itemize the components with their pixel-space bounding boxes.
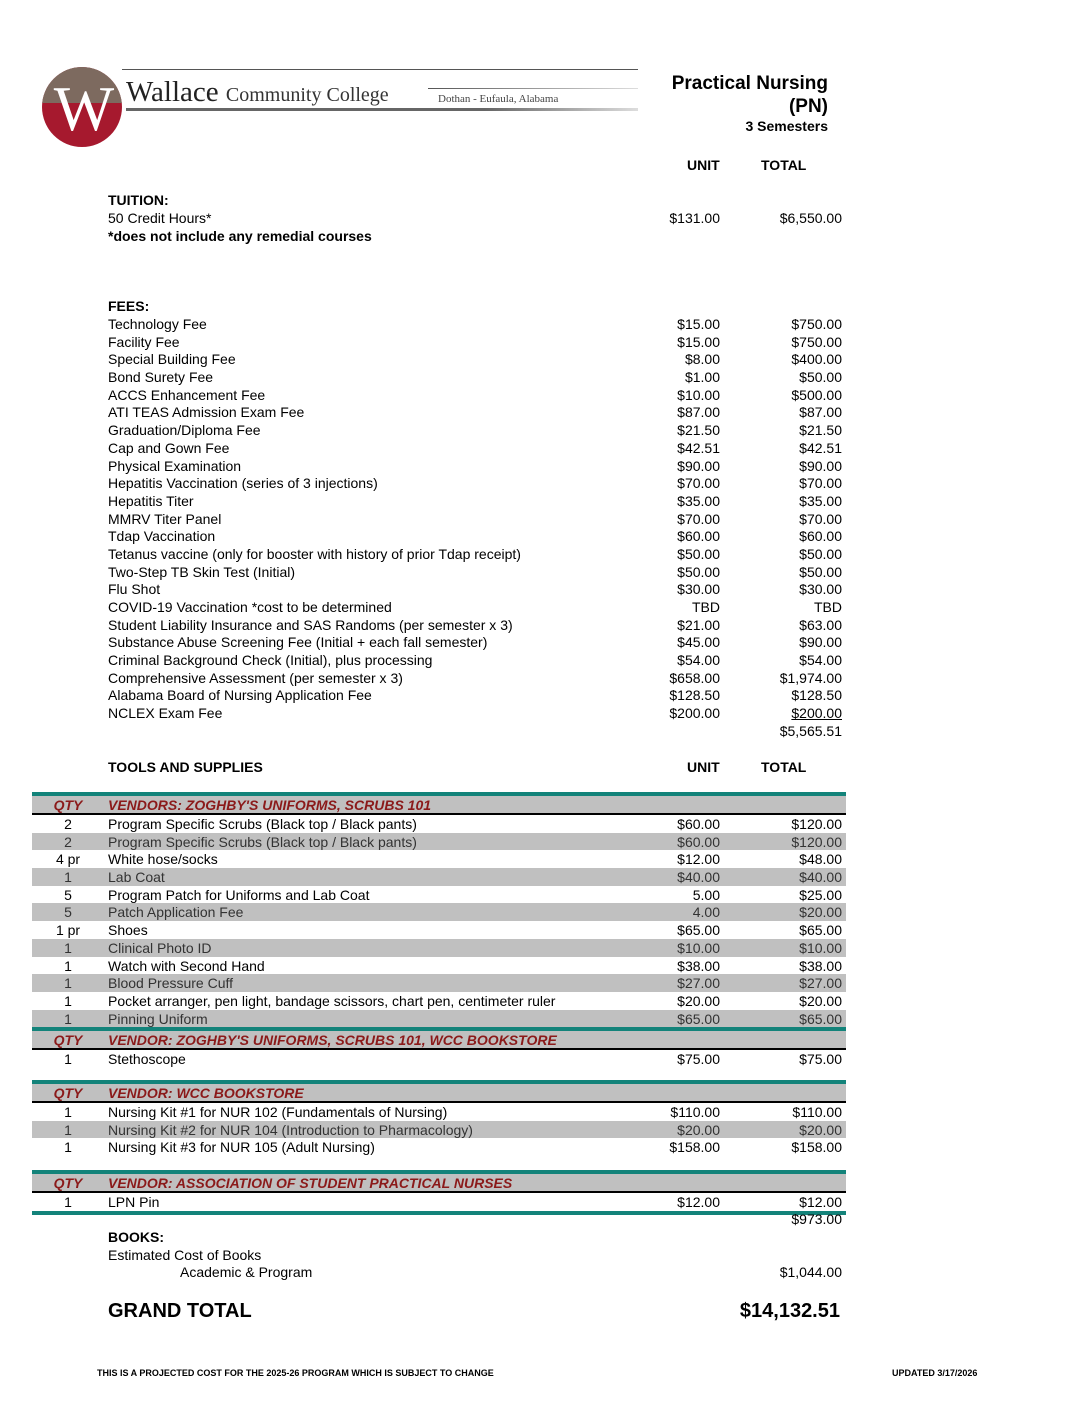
- table-row: [32, 957, 846, 975]
- college-name-suffix: Community College: [225, 84, 389, 106]
- table-row: [32, 1121, 846, 1139]
- item-label: Nursing Kit #1 for NUR 102 (Fundamentals of Nursing): [108, 1104, 448, 1120]
- item-label: Program Patch for Uniforms and Lab Coat: [108, 886, 370, 903]
- item-total: $38.00: [799, 957, 842, 974]
- fee-label: Student Liability Insurance and SAS Randoms (per semester x 3): [108, 616, 513, 633]
- fee-unit: $35.00: [677, 492, 720, 509]
- fee-unit: $42.51: [677, 439, 720, 456]
- fee-row: [0, 351, 1088, 369]
- item-unit: $75.00: [677, 1051, 720, 1068]
- fee-total: $54.00: [799, 652, 842, 669]
- table-row: [32, 886, 846, 904]
- fee-label: Comprehensive Assessment (per semester x 3): [108, 669, 403, 686]
- fee-total: $50.00: [799, 545, 842, 562]
- item-qty: 2: [64, 816, 72, 832]
- qty-label: QTY: [53, 1085, 83, 1101]
- fee-label: Cap and Gown Fee: [108, 439, 230, 456]
- books-label: Estimated Cost of Books: [108, 1247, 262, 1263]
- fee-total: $90.00: [799, 634, 842, 651]
- fee-total: TBD: [814, 599, 842, 615]
- item-total: $120.00: [791, 833, 842, 850]
- fee-row: [0, 634, 1088, 652]
- brand-divider: [126, 108, 638, 111]
- item-total: $158.00: [791, 1139, 842, 1156]
- fee-label: ACCS Enhancement Fee: [108, 386, 266, 403]
- fee-total: $128.50: [791, 687, 842, 704]
- program-title-line2: (PN): [788, 96, 828, 117]
- fee-label: Criminal Background Check (Initial), plus processing: [108, 652, 433, 669]
- item-total: $20.00: [799, 992, 842, 1009]
- vendor-header: [32, 1174, 846, 1193]
- item-unit: $65.00: [677, 1010, 720, 1027]
- teal-rule: [32, 1211, 846, 1215]
- item-label: Blood Pressure Cuff: [108, 975, 234, 992]
- qty-label: QTY: [53, 1175, 83, 1191]
- tuition-note: *does not include any remedial courses: [108, 228, 372, 244]
- table-row: [32, 1193, 846, 1211]
- item-total: $65.00: [799, 1010, 842, 1027]
- fee-unit: $30.00: [677, 581, 720, 598]
- fee-unit: $15.00: [677, 316, 720, 332]
- college-location: Dothan - Eufaula, Alabama: [438, 93, 559, 105]
- grand-total-label: GRAND TOTAL: [108, 1300, 252, 1322]
- fees-subtotal: $5,565.51: [779, 722, 842, 739]
- fee-row: [0, 316, 1088, 334]
- fee-label: Flu Shot: [108, 581, 161, 598]
- fee-row: [0, 581, 1088, 599]
- fee-row: [0, 387, 1088, 405]
- item-qty: 4 pr: [55, 851, 81, 868]
- fee-total: $21.50: [799, 422, 842, 439]
- fee-total: $70.00: [799, 475, 842, 492]
- fee-unit: $658.00: [669, 669, 720, 686]
- college-name: [126, 76, 389, 109]
- fee-total: $50.00: [799, 563, 842, 580]
- column-header-total: TOTAL: [761, 157, 807, 173]
- fee-row: [0, 652, 1088, 670]
- fee-label: Hepatitis Titer: [108, 492, 194, 509]
- fee-unit: $54.00: [677, 652, 720, 669]
- item-qty: 1 pr: [55, 922, 81, 939]
- fee-row: [0, 528, 1088, 546]
- vendor-header: [32, 796, 846, 815]
- fee-unit: $128.50: [669, 687, 720, 704]
- fee-unit: $90.00: [677, 457, 720, 474]
- fee-label: Bond Surety Fee: [108, 369, 214, 386]
- item-qty: 1: [64, 1051, 72, 1068]
- item-total: $40.00: [799, 869, 842, 886]
- fee-row: [0, 404, 1088, 422]
- vendor-header: [32, 1084, 846, 1103]
- tools-column-unit: UNIT: [687, 759, 720, 775]
- table-row: [32, 1103, 846, 1121]
- item-unit: $27.00: [677, 975, 720, 992]
- item-total: $25.00: [799, 886, 842, 903]
- item-qty: 1: [64, 1010, 72, 1027]
- college-name-main: Wallace: [126, 76, 219, 108]
- fee-total: $400.00: [791, 351, 842, 368]
- vendor-table: [32, 792, 846, 1068]
- fee-row: [0, 511, 1088, 529]
- footer-disclaimer: THIS IS A PROJECTED COST FOR THE 2025-26 PROGRAM WHICH IS SUBJECT TO CHANGE: [97, 1368, 494, 1378]
- fee-label: Technology Fee: [108, 316, 207, 332]
- item-unit: 5.00: [692, 886, 720, 903]
- item-qty: 1: [64, 1139, 72, 1156]
- fees-heading: FEES:: [108, 298, 150, 314]
- logo-letter: W: [53, 73, 111, 144]
- item-unit: $60.00: [677, 833, 720, 850]
- fee-label: COVID-19 Vaccination *cost to be determined: [108, 599, 392, 615]
- table-row: [32, 939, 846, 957]
- college-logo: [42, 67, 122, 147]
- fee-row: [0, 564, 1088, 582]
- fee-unit: $50.00: [677, 545, 720, 562]
- item-qty: 1: [64, 1121, 72, 1138]
- fee-row: [0, 599, 1088, 617]
- fee-total: $90.00: [799, 457, 842, 474]
- item-qty: 1: [64, 869, 72, 886]
- fee-label: ATI TEAS Admission Exam Fee: [108, 404, 305, 421]
- fee-total: $60.00: [799, 528, 842, 545]
- fee-unit: $70.00: [677, 475, 720, 492]
- fee-total: $63.00: [799, 616, 842, 633]
- fee-total: $42.51: [799, 439, 842, 456]
- item-label: Pinning Uniform: [108, 1010, 208, 1027]
- item-qty: 1: [64, 975, 72, 992]
- books-total: $1,044.00: [779, 1264, 842, 1280]
- tools-subtotal: $973.00: [791, 1211, 842, 1227]
- item-total: $27.00: [799, 975, 842, 992]
- fee-unit: $10.00: [677, 386, 720, 403]
- books-sublabel: Academic & Program: [180, 1264, 313, 1280]
- fee-total: $87.00: [799, 404, 842, 421]
- fee-unit: $87.00: [677, 404, 720, 421]
- item-qty: 1: [64, 939, 72, 956]
- item-unit: $20.00: [677, 992, 720, 1009]
- item-unit: 4.00: [692, 904, 720, 921]
- program-title: [672, 72, 828, 118]
- item-label: Pocket arranger, pen light, bandage scissors, chart pen, centimeter ruler: [108, 992, 556, 1009]
- fee-label: Physical Examination: [108, 457, 242, 474]
- item-label: Nursing Kit #3 for NUR 105 (Adult Nursing): [108, 1139, 375, 1156]
- fee-label: Tdap Vaccination: [108, 528, 216, 545]
- fee-unit: TBD: [692, 599, 720, 615]
- table-row: [32, 992, 846, 1010]
- table-row: [32, 1010, 846, 1028]
- fee-total: $35.00: [799, 492, 842, 509]
- item-total: $20.00: [799, 1121, 842, 1138]
- item-label: Clinical Photo ID: [108, 939, 212, 956]
- fee-unit: $21.00: [677, 616, 720, 633]
- vendor-table: [32, 1170, 846, 1215]
- item-total: $20.00: [799, 904, 842, 921]
- vendor-name: VENDOR: ASSOCIATION OF STUDENT PRACTICAL NURSES: [108, 1175, 513, 1191]
- fee-label: Facility Fee: [108, 333, 180, 350]
- item-label: Stethoscope: [108, 1051, 186, 1068]
- qty-label: QTY: [53, 797, 83, 813]
- item-qty: 1: [64, 1194, 72, 1210]
- fee-unit: $21.50: [677, 422, 720, 439]
- item-unit: $12.00: [677, 851, 720, 868]
- fee-unit: $200.00: [669, 705, 720, 722]
- table-row: [32, 815, 846, 833]
- program-title-line1: Practical Nursing: [671, 73, 828, 94]
- table-row: [32, 1050, 846, 1068]
- tuition-unit: $131.00: [669, 210, 720, 226]
- item-label: Nursing Kit #2 for NUR 104 (Introduction to Pharmacology): [108, 1121, 473, 1138]
- brand-divider: [122, 69, 638, 70]
- vendor-name: VENDORS: ZOGHBY'S UNIFORMS, SCRUBS 101: [108, 797, 432, 813]
- qty-label: QTY: [53, 1032, 83, 1049]
- item-qty: 5: [64, 904, 72, 921]
- fee-unit: $50.00: [677, 563, 720, 580]
- fee-label: Alabama Board of Nursing Application Fee: [108, 687, 372, 704]
- footer-updated: UPDATED 3/17/2026: [892, 1368, 978, 1378]
- fee-total: $70.00: [799, 510, 842, 527]
- fee-row: [0, 440, 1088, 458]
- table-row: [32, 1138, 846, 1156]
- item-unit: $65.00: [677, 922, 720, 939]
- fee-label: NCLEX Exam Fee: [108, 705, 223, 722]
- item-label: Lab Coat: [108, 869, 165, 886]
- item-unit: $60.00: [677, 816, 720, 832]
- program-duration: 3 Semesters: [745, 118, 828, 134]
- fee-label: Special Building Fee: [108, 351, 236, 368]
- item-qty: 5: [64, 886, 72, 903]
- item-unit: $110.00: [670, 1104, 720, 1120]
- item-total: $48.00: [799, 851, 842, 868]
- item-label: Watch with Second Hand: [108, 957, 265, 974]
- item-label: LPN Pin: [108, 1194, 160, 1210]
- item-unit: $12.00: [677, 1194, 720, 1210]
- fee-row: [0, 670, 1088, 688]
- fee-unit: $45.00: [677, 634, 720, 651]
- fee-row: [0, 617, 1088, 635]
- item-label: Program Specific Scrubs (Black top / Black pants): [108, 833, 417, 850]
- table-row: [32, 850, 846, 868]
- fee-unit: $70.00: [677, 510, 720, 527]
- books-heading: BOOKS:: [108, 1229, 164, 1245]
- fee-row: [0, 334, 1088, 352]
- table-row: [32, 833, 846, 851]
- fee-unit: $15.00: [677, 333, 720, 350]
- vendor-name: VENDOR: ZOGHBY'S UNIFORMS, SCRUBS 101, WCC BOOKSTORE: [108, 1032, 557, 1049]
- item-unit: $10.00: [677, 939, 720, 956]
- fee-row: [0, 493, 1088, 511]
- fees-list: [0, 316, 1088, 741]
- fee-row: [0, 546, 1088, 564]
- fee-unit: $1.00: [684, 369, 720, 386]
- fee-row: [0, 422, 1088, 440]
- item-qty: 2: [64, 833, 72, 850]
- item-total: $65.00: [799, 922, 842, 939]
- item-qty: 1: [64, 992, 72, 1009]
- vendor-name: VENDOR: WCC BOOKSTORE: [108, 1085, 304, 1101]
- fee-total: $200.00: [791, 705, 842, 722]
- fee-subtotal-row: [0, 723, 1088, 741]
- item-total: $10.00: [799, 939, 842, 956]
- fee-total: $50.00: [799, 369, 842, 386]
- tools-column-total: TOTAL: [761, 759, 807, 775]
- table-row: [32, 974, 846, 992]
- fee-label: Tetanus vaccine (only for booster with history of prior Tdap receipt): [108, 545, 521, 562]
- fee-unit: $8.00: [684, 351, 720, 368]
- vendor-table: [32, 1080, 846, 1156]
- tools-heading: TOOLS AND SUPPLIES: [108, 759, 263, 775]
- item-qty: 1: [64, 1104, 72, 1120]
- fee-label: Substance Abuse Screening Fee (Initial + each fall semester): [108, 634, 488, 651]
- item-total: $110.00: [792, 1104, 842, 1120]
- item-unit: $38.00: [677, 957, 720, 974]
- item-total: $120.00: [791, 816, 842, 832]
- item-label: Program Specific Scrubs (Black top / Black pants): [108, 816, 417, 832]
- fee-total: $1,974.00: [779, 669, 842, 686]
- fee-unit: $60.00: [677, 528, 720, 545]
- fee-label: MMRV Titer Panel: [108, 510, 222, 527]
- item-label: Patch Application Fee: [108, 904, 244, 921]
- item-total: $12.00: [799, 1194, 842, 1210]
- item-unit: $20.00: [677, 1121, 720, 1138]
- table-row: [32, 868, 846, 886]
- fee-row: [0, 705, 1088, 723]
- fee-total: $750.00: [791, 333, 842, 350]
- item-unit: $40.00: [677, 869, 720, 886]
- fee-total: $30.00: [799, 581, 842, 598]
- fee-label: Two-Step TB Skin Test (Initial): [108, 563, 295, 580]
- tuition-total: $6,550.00: [779, 210, 842, 226]
- fee-row: [0, 369, 1088, 387]
- table-row: [32, 903, 846, 921]
- table-row: [32, 921, 846, 939]
- fee-row: [0, 475, 1088, 493]
- item-unit: $158.00: [669, 1139, 720, 1156]
- fee-row: [0, 687, 1088, 705]
- grand-total-value: $14,132.51: [739, 1300, 840, 1322]
- fee-total: $750.00: [791, 316, 842, 332]
- vendor-header: [32, 1031, 846, 1050]
- fee-row: [0, 458, 1088, 476]
- fee-label: Graduation/Diploma Fee: [108, 422, 261, 439]
- tuition-item: 50 Credit Hours*: [108, 210, 212, 226]
- fee-label: Hepatitis Vaccination (series of 3 injections): [108, 475, 378, 492]
- item-label: White hose/socks: [108, 851, 218, 868]
- item-label: Shoes: [108, 922, 148, 939]
- item-qty: 1: [64, 957, 72, 974]
- item-total: $75.00: [799, 1051, 842, 1068]
- column-header-unit: UNIT: [687, 157, 720, 173]
- tuition-heading: TUITION:: [108, 192, 169, 208]
- fee-total: $500.00: [791, 386, 842, 403]
- brand-divider: [428, 88, 638, 89]
